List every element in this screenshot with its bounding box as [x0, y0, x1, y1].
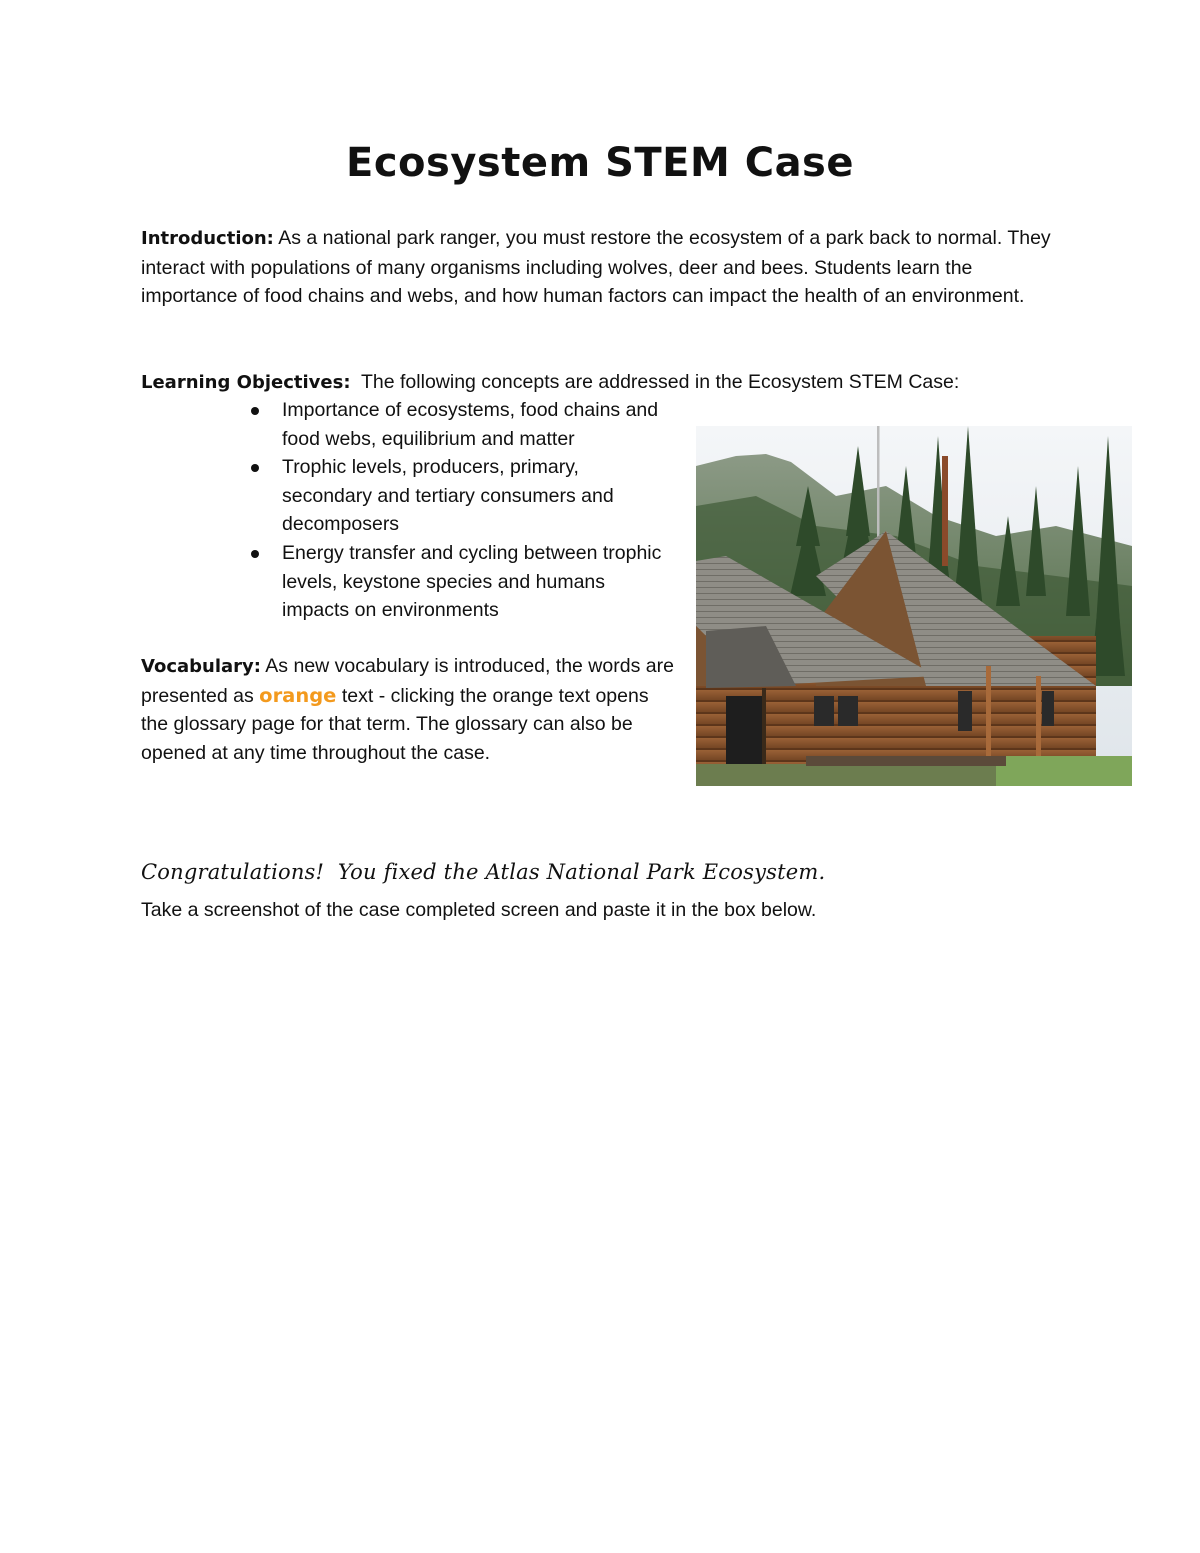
list-item: Trophic levels, producers, primary, secondary and tertiary consumers and decomposers — [240, 453, 670, 539]
page-title: Ecosystem STEM Case — [346, 140, 854, 186]
introduction-text: As a national park ranger, you must restore the ecosystem of a park back to normal. They interact with populations of many organisms including wolves, deer and bees. Students learn the importance of food chains and webs, and how human factors can impact the health of an environment. — [141, 227, 1051, 308]
learning-objectives-heading — [141, 368, 1071, 398]
objectives-list — [240, 396, 670, 625]
list-item: Importance of ecosystems, food chains and food webs, equilibrium and matter — [240, 396, 670, 453]
learning-objectives-label: Learning Objectives: — [141, 372, 351, 393]
bullet-icon — [251, 550, 259, 558]
vocabulary-paragraph — [141, 652, 676, 767]
bullet-icon — [251, 407, 259, 415]
congratulations-heading: Congratulations! You fixed the Atlas National Park Ecosystem. — [141, 860, 826, 884]
introduction-paragraph — [141, 224, 1066, 311]
learning-objectives-text: The following concepts are addressed in the Ecosystem STEM Case: — [350, 371, 960, 393]
log-cabin-photo — [696, 426, 1132, 786]
introduction-label: Introduction: — [141, 228, 274, 249]
vocabulary-text-after: text - clicking the orange text opens the glossary page for that term. The glossary can also be opened at any time throughout the case. — [141, 684, 649, 764]
vocabulary-text-before: As new vocabulary is introduced, the words are presented as — [141, 655, 674, 707]
vocabulary-label: Vocabulary: — [141, 656, 261, 677]
bullet-icon — [251, 464, 259, 472]
list-item: Energy transfer and cycling between trophic levels, keystone species and humans impacts on environments — [240, 539, 670, 625]
orange-highlight-word: orange — [259, 683, 337, 707]
instruction-text: Take a screenshot of the case completed screen and paste it in the box below. — [141, 899, 817, 921]
